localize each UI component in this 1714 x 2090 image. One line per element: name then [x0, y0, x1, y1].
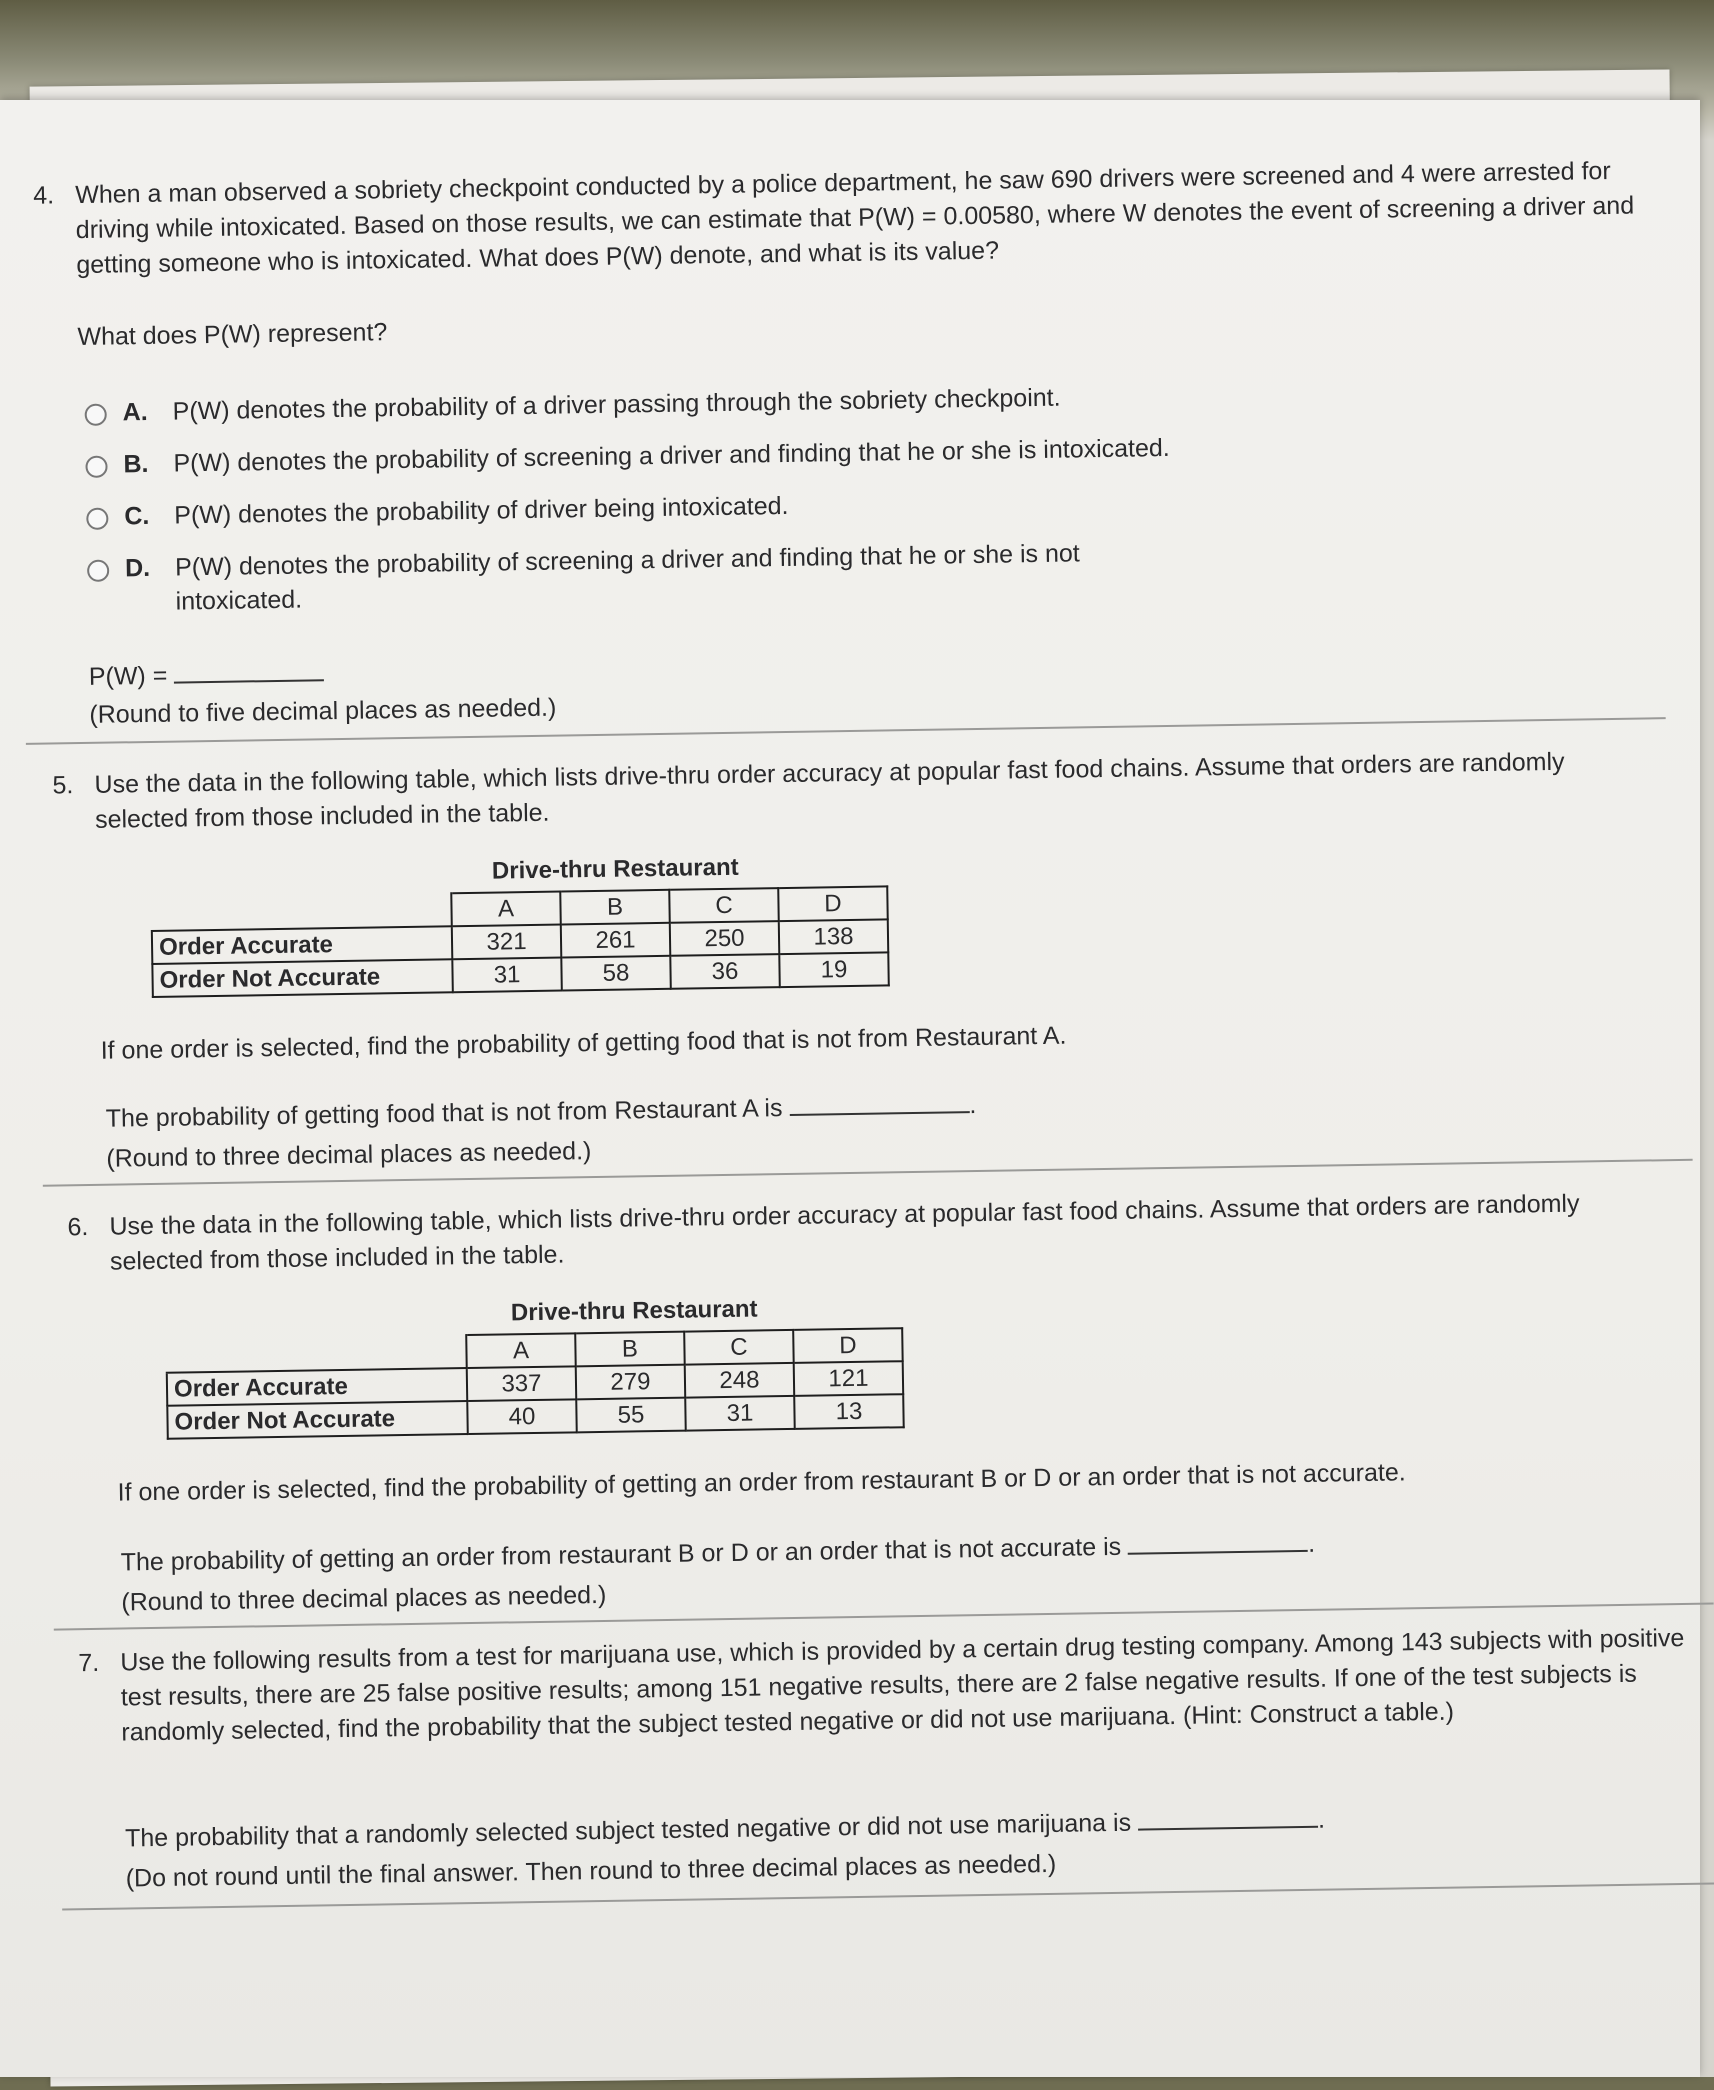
- accuracy-table: [150, 885, 889, 998]
- question-text: Use the data in the following table, which lists drive-thru order accuracy at popular fast food chains. Assume that orders are randomly selected from those included in the table.: [94, 747, 1565, 834]
- question-number: 4.: [33, 181, 55, 210]
- table-cell: 337: [467, 1366, 577, 1401]
- question-7: [78, 1620, 1714, 1750]
- answer-blank[interactable]: [789, 1089, 969, 1116]
- column-header: B: [575, 1332, 685, 1367]
- table-cell: 58: [561, 956, 671, 991]
- table-cell: 40: [467, 1399, 577, 1434]
- radio-button[interactable]: [85, 456, 107, 478]
- radio-button[interactable]: [87, 560, 109, 582]
- question-text: When a man observed a sobriety checkpoint conducted by a police department, he saw 690 drivers were screened and 4 were arrested for driving while intoxicated. Based on those results, we can estimate that P(W) = 0.00580, where W denotes the event of screening a driver and getting someone who is intoxicated. What does P(W) denote, and what is its value?: [75, 156, 1635, 280]
- option-b[interactable]: [85, 426, 1485, 484]
- column-header: B: [560, 890, 670, 925]
- column-header: A: [466, 1333, 576, 1368]
- table-cell: 55: [576, 1398, 686, 1433]
- round-note-text: (Round to three decimal places as needed.): [106, 1137, 592, 1173]
- question-text: Use the data in the following table, which lists drive-thru order accuracy at popular fast food chains. Assume that orders are randomly selected from those included in the table.: [109, 1189, 1580, 1276]
- table-cell: 279: [576, 1365, 686, 1400]
- radio-button[interactable]: [85, 404, 107, 426]
- answer-label: The probability of getting food that is not from Restaurant A is: [105, 1094, 783, 1133]
- column-header: C: [684, 1330, 794, 1365]
- answer-label: The probability that a randomly selected subject tested negative or did not use marijuana is: [124, 1808, 1132, 1853]
- table-cell: 31: [452, 958, 562, 993]
- table-cell: 250: [670, 921, 780, 956]
- prompt-q5: [100, 1010, 1600, 1069]
- table-cell: 19: [779, 952, 889, 987]
- option-text: P(W) denotes the probability of screening a driver and finding that he or she is not intoxicated.: [174, 539, 1080, 616]
- table-cell: 121: [794, 1361, 904, 1396]
- column-header: A: [451, 892, 561, 927]
- sub-question-text: What does P(W) represent?: [77, 318, 388, 352]
- round-note-text: (Round to five decimal places as needed.): [89, 693, 557, 729]
- answer-label: P(W) =: [88, 661, 168, 691]
- option-letter: D.: [124, 553, 151, 583]
- round-note-text: (Round to three decimal places as needed.): [121, 1580, 607, 1617]
- column-header: D: [793, 1328, 903, 1363]
- row-label: Order Accurate: [167, 1368, 467, 1406]
- option-letter: A.: [122, 397, 148, 427]
- table-cell: 138: [779, 919, 889, 954]
- prompt-q6: [117, 1451, 1677, 1510]
- answer-label: The probability of getting an order from restaurant B or D or an order that is not accurate is: [120, 1532, 1122, 1577]
- round-note-q6: [121, 1571, 1021, 1620]
- table-cell: 36: [670, 954, 780, 989]
- question-number: 7.: [78, 1648, 100, 1678]
- sub-question: [77, 306, 977, 355]
- answer-blank[interactable]: [1138, 1804, 1318, 1831]
- question-5: [52, 743, 1655, 837]
- question-number: 5.: [52, 771, 74, 800]
- period: .: [1307, 1529, 1316, 1558]
- question-number: 6.: [67, 1212, 89, 1242]
- answer-line-q5: [106, 1081, 1406, 1136]
- radio-button[interactable]: [86, 508, 108, 530]
- table-title: Drive-thru Restaurant: [491, 853, 739, 885]
- option-text: P(W) denotes the probability of a driver passing through the sobriety checkpoint.: [172, 383, 1061, 426]
- round-note-text: (Do not round until the final answer. Then round to three decimal places as needed.): [125, 1849, 1057, 1893]
- option-letter: C.: [124, 501, 150, 531]
- period: .: [969, 1091, 977, 1120]
- table-cell: 31: [685, 1396, 795, 1431]
- option-text: P(W) denotes the probability of driver being intoxicated.: [174, 491, 789, 530]
- column-header: C: [669, 888, 779, 923]
- answer-line-q6: [120, 1521, 1680, 1580]
- option-d[interactable]: [87, 530, 1488, 622]
- table-cell: 248: [685, 1363, 795, 1398]
- accuracy-table: [165, 1327, 904, 1440]
- table-corner: [151, 893, 451, 931]
- option-a[interactable]: [84, 374, 1484, 432]
- table-title: Drive-thru Restaurant: [510, 1295, 758, 1327]
- prompt-text: If one order is selected, find the probability of getting an order from restaurant B or D or an order that is not accurate.: [117, 1458, 1406, 1507]
- answer-blank[interactable]: [174, 657, 324, 683]
- period: .: [1317, 1805, 1326, 1834]
- table-cell: 13: [794, 1394, 904, 1429]
- prompt-text: If one order is selected, find the probability of getting food that is not from Restaurant A.: [100, 1021, 1067, 1065]
- row-label: Order Not Accurate: [152, 959, 452, 997]
- row-label: Order Not Accurate: [167, 1401, 467, 1439]
- option-text: P(W) denotes the probability of screening a driver and finding that he or she is intoxicated.: [173, 433, 1170, 478]
- round-note-q5: [106, 1128, 1006, 1177]
- column-header: D: [778, 886, 888, 921]
- table-cell: 321: [452, 925, 562, 960]
- table-corner: [166, 1335, 466, 1373]
- row-label: Order Accurate: [152, 926, 452, 964]
- option-letter: B.: [123, 449, 149, 479]
- question-text: Use the following results from a test for marijuana use, which is provided by a certain drug testing company. Among 143 subjects with positive test results, there are 25 false positive results; among 151 negative results, there are 2 false negative results. If one of the test subjects is randomly selected, find the probability that the subject tested negative or did not use marijuana. (Hint: Construct a table.): [120, 1623, 1685, 1747]
- question-6: [67, 1185, 1670, 1279]
- question-4: [33, 153, 1646, 283]
- table-cell: 261: [561, 923, 671, 958]
- answer-blank[interactable]: [1128, 1528, 1308, 1555]
- option-c[interactable]: [86, 478, 1486, 536]
